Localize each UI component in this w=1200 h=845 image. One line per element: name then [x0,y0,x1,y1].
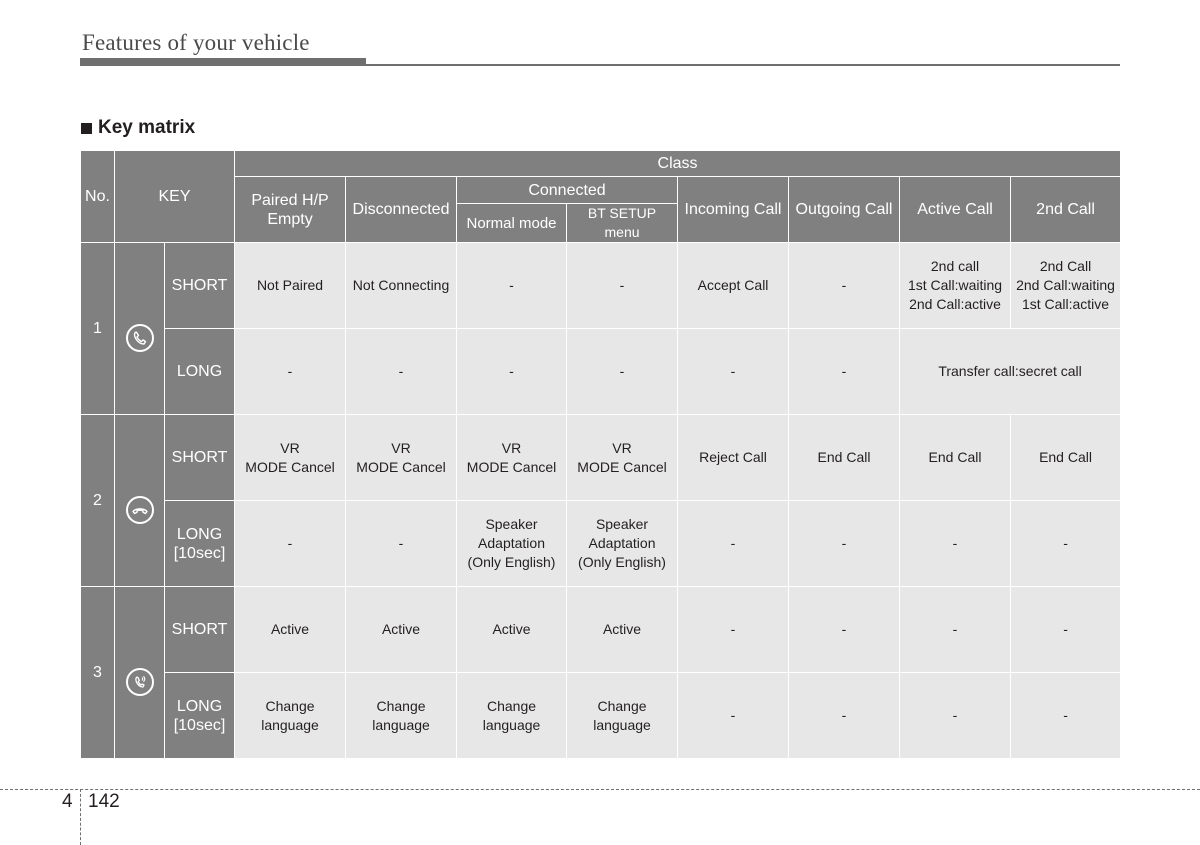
table-cell: - [789,587,900,673]
phone-end-icon [126,496,154,524]
table-cell: Speaker Adaptation (Only English) [457,501,567,587]
table-cell: Active [567,587,678,673]
table-cell: VR MODE Cancel [235,415,346,501]
table-cell: Change language [567,673,678,759]
key-icon-cell [115,587,165,759]
header-class: Class [235,151,1121,177]
table-row [81,415,1121,501]
table-cell: - [457,329,567,415]
key-icon-cell [115,243,165,415]
table-row [81,587,1121,673]
table-row [81,329,1121,415]
table-cell: - [900,501,1011,587]
table-cell: VR MODE Cancel [457,415,567,501]
row-number: 3 [81,587,115,759]
table-cell: End Call [900,415,1011,501]
table-cell: - [789,243,900,329]
section-heading-text: Key matrix [98,117,196,138]
table-cell: - [457,243,567,329]
table-row [81,243,1121,329]
press-type-label: SHORT [165,243,235,329]
table-row [81,501,1121,587]
table-cell: Change language [235,673,346,759]
table-cell: Change language [346,673,457,759]
page-number: 142 [88,791,120,812]
press-type-label: LONG [165,329,235,415]
table-cell: - [678,587,789,673]
table-cell-merged: Transfer call:secret call [900,329,1121,415]
table-cell: 2nd call 1st Call:waiting 2nd Call:active [900,243,1011,329]
table-row [81,673,1121,759]
page-chapter: 4 [62,791,73,812]
table-cell: VR MODE Cancel [346,415,457,501]
key-matrix-table [80,150,1121,759]
table-cell: - [346,501,457,587]
table-cell: - [235,501,346,587]
header-outgoing-call: Outgoing Call [789,177,900,243]
footer-dashed-divider [80,789,81,845]
bullet-square-icon [81,123,92,134]
table-cell: Active [346,587,457,673]
table-cell: Accept Call [678,243,789,329]
header-no: No. [81,151,115,243]
press-type-label: SHORT [165,415,235,501]
footer-dashed-rule [0,789,1200,790]
section-heading [81,117,195,139]
row-number: 2 [81,415,115,587]
header-disconnected: Disconnected [346,177,457,243]
page-header-title: Features of your vehicle [82,30,310,55]
table-cell: - [678,673,789,759]
table-cell: - [1011,587,1121,673]
table-cell: - [235,329,346,415]
table-cell: Not Paired [235,243,346,329]
press-type-label: LONG [10sec] [165,501,235,587]
table-cell: - [1011,501,1121,587]
header-active-call: Active Call [900,177,1011,243]
header-2nd-call: 2nd Call [1011,177,1121,243]
press-type-label: LONG [10sec] [165,673,235,759]
table-cell: VR MODE Cancel [567,415,678,501]
table-cell: - [1011,673,1121,759]
table-cell: - [678,329,789,415]
table-cell: - [567,243,678,329]
table-cell: Active [457,587,567,673]
header-paired-empty: Paired H/P Empty [235,177,346,243]
table-cell: - [567,329,678,415]
table-cell: - [900,587,1011,673]
table-cell: Not Connecting [346,243,457,329]
header-bt-setup-menu: BT SETUP menu [567,204,678,243]
header-normal-mode: Normal mode [457,204,567,243]
table-cell: - [789,673,900,759]
header-rule [80,64,1120,66]
table-cell: Active [235,587,346,673]
table-cell: - [346,329,457,415]
table-cell: - [789,329,900,415]
table-cell: Change language [457,673,567,759]
table-cell: End Call [789,415,900,501]
press-type-label: SHORT [165,587,235,673]
table-cell: - [789,501,900,587]
table-cell: Speaker Adaptation (Only English) [567,501,678,587]
table-cell: - [678,501,789,587]
header-connected: Connected [457,177,678,204]
table-cell: 2nd Call 2nd Call:waiting 1st Call:active [1011,243,1121,329]
row-number: 1 [81,243,115,415]
phone-call-icon [126,324,154,352]
key-icon-cell [115,415,165,587]
table-cell: - [900,673,1011,759]
voice-command-icon [126,668,154,696]
header-incoming-call: Incoming Call [678,177,789,243]
table-cell: End Call [1011,415,1121,501]
table-cell: Reject Call [678,415,789,501]
header-key: KEY [115,151,235,243]
